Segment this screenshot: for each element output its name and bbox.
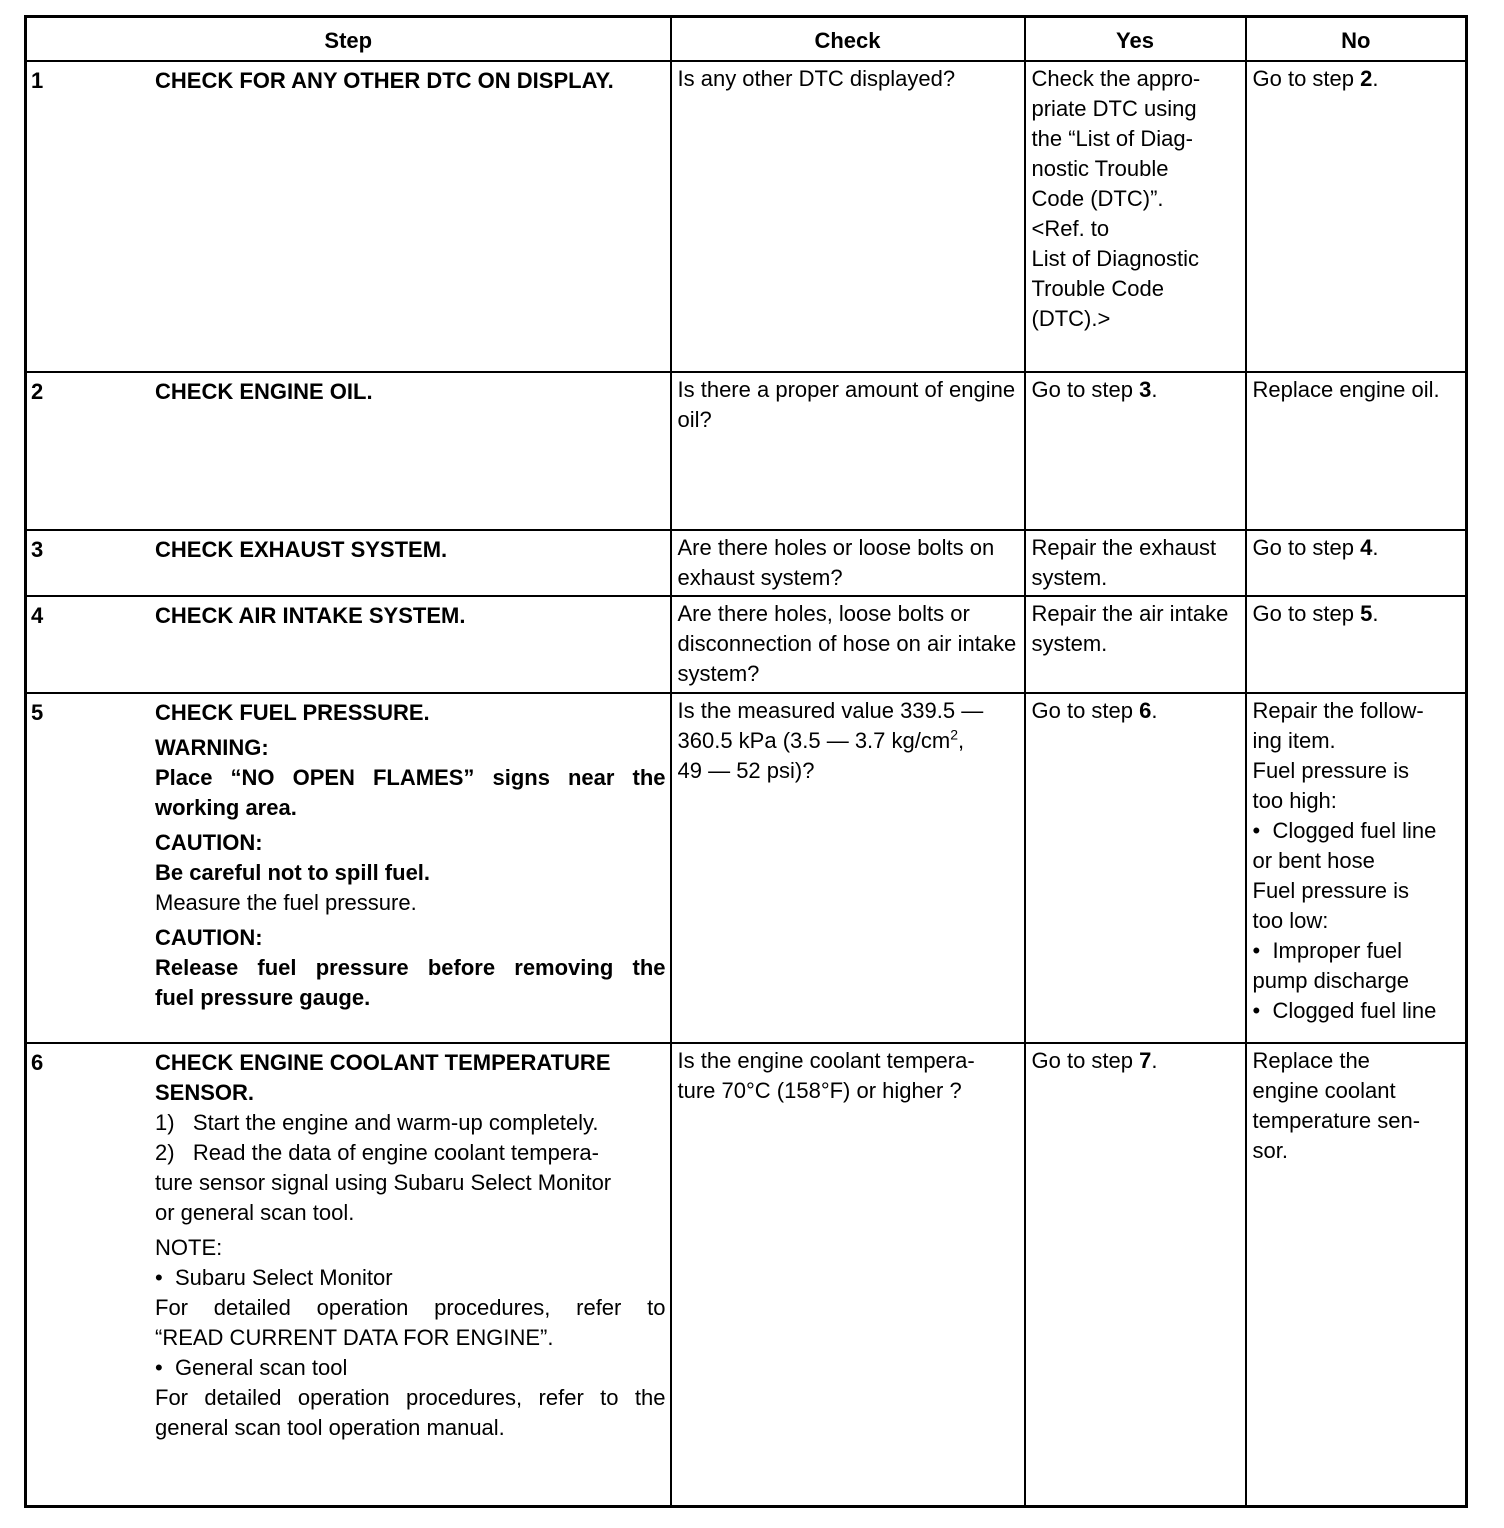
check-text-part: , — [958, 728, 965, 753]
sub-step: or general scan tool. — [155, 1200, 355, 1225]
check-text: Are there holes or loose bolts on exhaust system? — [677, 535, 995, 590]
note-text: “READ CURRENT DATA FOR ENGINE”. — [155, 1325, 554, 1350]
no-cell — [1246, 372, 1467, 530]
no-line: Replace the — [1252, 1048, 1370, 1073]
goto-step-link[interactable]: 2 — [1360, 66, 1373, 91]
note-label: NOTE: — [155, 1235, 223, 1260]
check-cell — [671, 530, 1025, 596]
sub-step: 2) Read the data of engine coolant tempera- — [155, 1140, 599, 1165]
step-number: 2 — [31, 379, 44, 404]
step-cell — [26, 596, 671, 693]
no-prefix: Go to step — [1252, 66, 1361, 91]
check-text-part: 360.5 kPa (3.5 — 3.7 kg/cm — [677, 728, 951, 753]
yes-cell — [1025, 596, 1246, 693]
yes-link-line[interactable]: List of Diagnostic — [1031, 246, 1200, 271]
goto-step-link[interactable]: 4 — [1360, 535, 1373, 560]
yes-line: nostic Trouble — [1031, 156, 1169, 181]
yes-prefix: Go to step — [1031, 1048, 1140, 1073]
no-text: Replace engine oil. — [1252, 377, 1440, 402]
check-text: Are there holes, loose bolts or disconnection of hose on air intake system? — [677, 601, 1017, 686]
step-number: 5 — [31, 700, 44, 725]
no-cell — [1246, 693, 1467, 1043]
caution-text: Release fuel pressure before removing the — [155, 955, 666, 980]
no-prefix: Go to step — [1252, 535, 1361, 560]
table-row — [26, 372, 1467, 530]
superscript: 2 — [950, 726, 958, 743]
table-row — [26, 693, 1467, 1043]
check-cell — [671, 61, 1025, 372]
no-bullet: • Improper fuel — [1253, 936, 1460, 966]
table-row — [26, 596, 1467, 693]
no-cell — [1246, 61, 1467, 372]
no-line: temperature sen- — [1252, 1108, 1421, 1133]
warning-text: working area. — [155, 795, 297, 820]
yes-text: Repair the exhaust system. — [1031, 535, 1217, 590]
step-number: 6 — [31, 1050, 44, 1075]
no-line: too high: — [1252, 788, 1337, 813]
yes-suffix: . — [1151, 1048, 1158, 1073]
step-title: SENSOR. — [155, 1080, 255, 1105]
step-cell — [26, 1043, 671, 1507]
yes-cell — [1025, 693, 1246, 1043]
goto-step-link[interactable]: 5 — [1360, 601, 1373, 626]
note-text: For detailed operation procedures, refer to the — [155, 1385, 666, 1410]
caution-label: CAUTION: — [155, 830, 263, 855]
no-cell — [1246, 596, 1467, 693]
yes-prefix: Go to step — [1031, 698, 1140, 723]
sub-step: 1) Start the engine and warm-up completely. — [155, 1110, 599, 1135]
table-row — [26, 61, 1467, 372]
no-suffix: . — [1372, 601, 1379, 626]
step-title: CHECK EXHAUST SYSTEM. — [155, 537, 448, 562]
yes-cell — [1025, 61, 1246, 372]
yes-cell — [1025, 1043, 1246, 1507]
yes-cell — [1025, 530, 1246, 596]
note-text: general scan tool operation manual. — [155, 1415, 505, 1440]
yes-line: Check the appro- — [1031, 66, 1201, 91]
no-line: Repair the follow- — [1252, 698, 1424, 723]
no-suffix: . — [1372, 66, 1379, 91]
header-no: No — [1246, 17, 1467, 62]
goto-step-link[interactable]: 7 — [1139, 1048, 1152, 1073]
yes-link-line[interactable]: Trouble Code — [1031, 276, 1164, 301]
header-step: Step — [26, 17, 671, 62]
yes-prefix: Go to step — [1031, 377, 1140, 402]
step-title: CHECK FOR ANY OTHER DTC ON DISPLAY. — [155, 68, 614, 93]
check-text: Is any other DTC displayed? — [677, 66, 956, 91]
check-cell — [671, 596, 1025, 693]
check-cell — [671, 372, 1025, 530]
yes-line: <Ref. to — [1031, 216, 1110, 241]
step-title: CHECK FUEL PRESSURE. — [155, 700, 430, 725]
check-cell — [671, 693, 1025, 1043]
step-title: CHECK ENGINE COOLANT TEMPERATURE — [155, 1050, 611, 1075]
no-line: or bent hose — [1252, 848, 1375, 873]
header-row — [26, 17, 1467, 62]
check-text: Is there a proper amount of engine oil? — [677, 377, 1016, 432]
table-row — [26, 530, 1467, 596]
step-cell — [26, 372, 671, 530]
instruction-text: Measure the fuel pressure. — [155, 890, 417, 915]
no-line: engine coolant — [1252, 1078, 1396, 1103]
no-suffix: . — [1372, 535, 1379, 560]
warning-text: Place “NO OPEN FLAMES” signs near the — [155, 765, 666, 790]
step-cell — [26, 61, 671, 372]
sub-step: ture sensor signal using Subaru Select Monitor — [155, 1170, 612, 1195]
note-bullet: • Subaru Select Monitor — [155, 1263, 666, 1293]
note-bullet: • General scan tool — [155, 1353, 666, 1383]
header-yes: Yes — [1025, 17, 1246, 62]
no-prefix: Go to step — [1252, 601, 1361, 626]
header-check: Check — [671, 17, 1025, 62]
note-text: For detailed operation procedures, refer to — [155, 1295, 666, 1320]
no-line: ing item. — [1252, 728, 1336, 753]
no-bullet: • Clogged fuel line — [1253, 816, 1460, 846]
check-text: ture 70°C (158°F) or higher ? — [677, 1078, 962, 1103]
caution-label: CAUTION: — [155, 925, 263, 950]
yes-link-line[interactable]: (DTC).> — [1031, 306, 1111, 331]
no-line: Fuel pressure is — [1252, 758, 1410, 783]
warning-label: WARNING: — [155, 735, 269, 760]
step-cell — [26, 530, 671, 596]
step-title: CHECK AIR INTAKE SYSTEM. — [155, 603, 466, 628]
no-bullet: • Clogged fuel line — [1253, 996, 1460, 1026]
no-line: too low: — [1252, 908, 1329, 933]
no-line: sor. — [1252, 1138, 1288, 1163]
check-text: 49 — 52 psi)? — [677, 758, 815, 783]
no-line: Fuel pressure is — [1252, 878, 1410, 903]
yes-suffix: . — [1151, 698, 1158, 723]
step-title: CHECK ENGINE OIL. — [155, 379, 373, 404]
check-text — [678, 726, 1018, 756]
no-cell — [1246, 530, 1467, 596]
check-text: Is the measured value 339.5 — — [677, 698, 984, 723]
goto-step-link[interactable]: 6 — [1139, 698, 1152, 723]
diagnostic-table — [24, 15, 1468, 1508]
yes-cell — [1025, 372, 1246, 530]
step-number: 3 — [31, 537, 44, 562]
goto-step-link[interactable]: 3 — [1139, 377, 1152, 402]
yes-line: priate DTC using — [1031, 96, 1197, 121]
no-cell — [1246, 1043, 1467, 1507]
yes-line: Code (DTC)”. — [1031, 186, 1164, 211]
check-text: Is the engine coolant tempera- — [677, 1048, 975, 1073]
table-row — [26, 1043, 1467, 1507]
caution-text: fuel pressure gauge. — [155, 985, 371, 1010]
step-number: 1 — [31, 68, 44, 93]
caution-text: Be careful not to spill fuel. — [155, 860, 431, 885]
check-cell — [671, 1043, 1025, 1507]
yes-line: the “List of Diag- — [1031, 126, 1193, 151]
no-line: pump discharge — [1252, 968, 1410, 993]
yes-suffix: . — [1151, 377, 1158, 402]
yes-text: Repair the air intake system. — [1031, 601, 1229, 656]
step-cell — [26, 693, 671, 1043]
step-number: 4 — [31, 603, 44, 628]
